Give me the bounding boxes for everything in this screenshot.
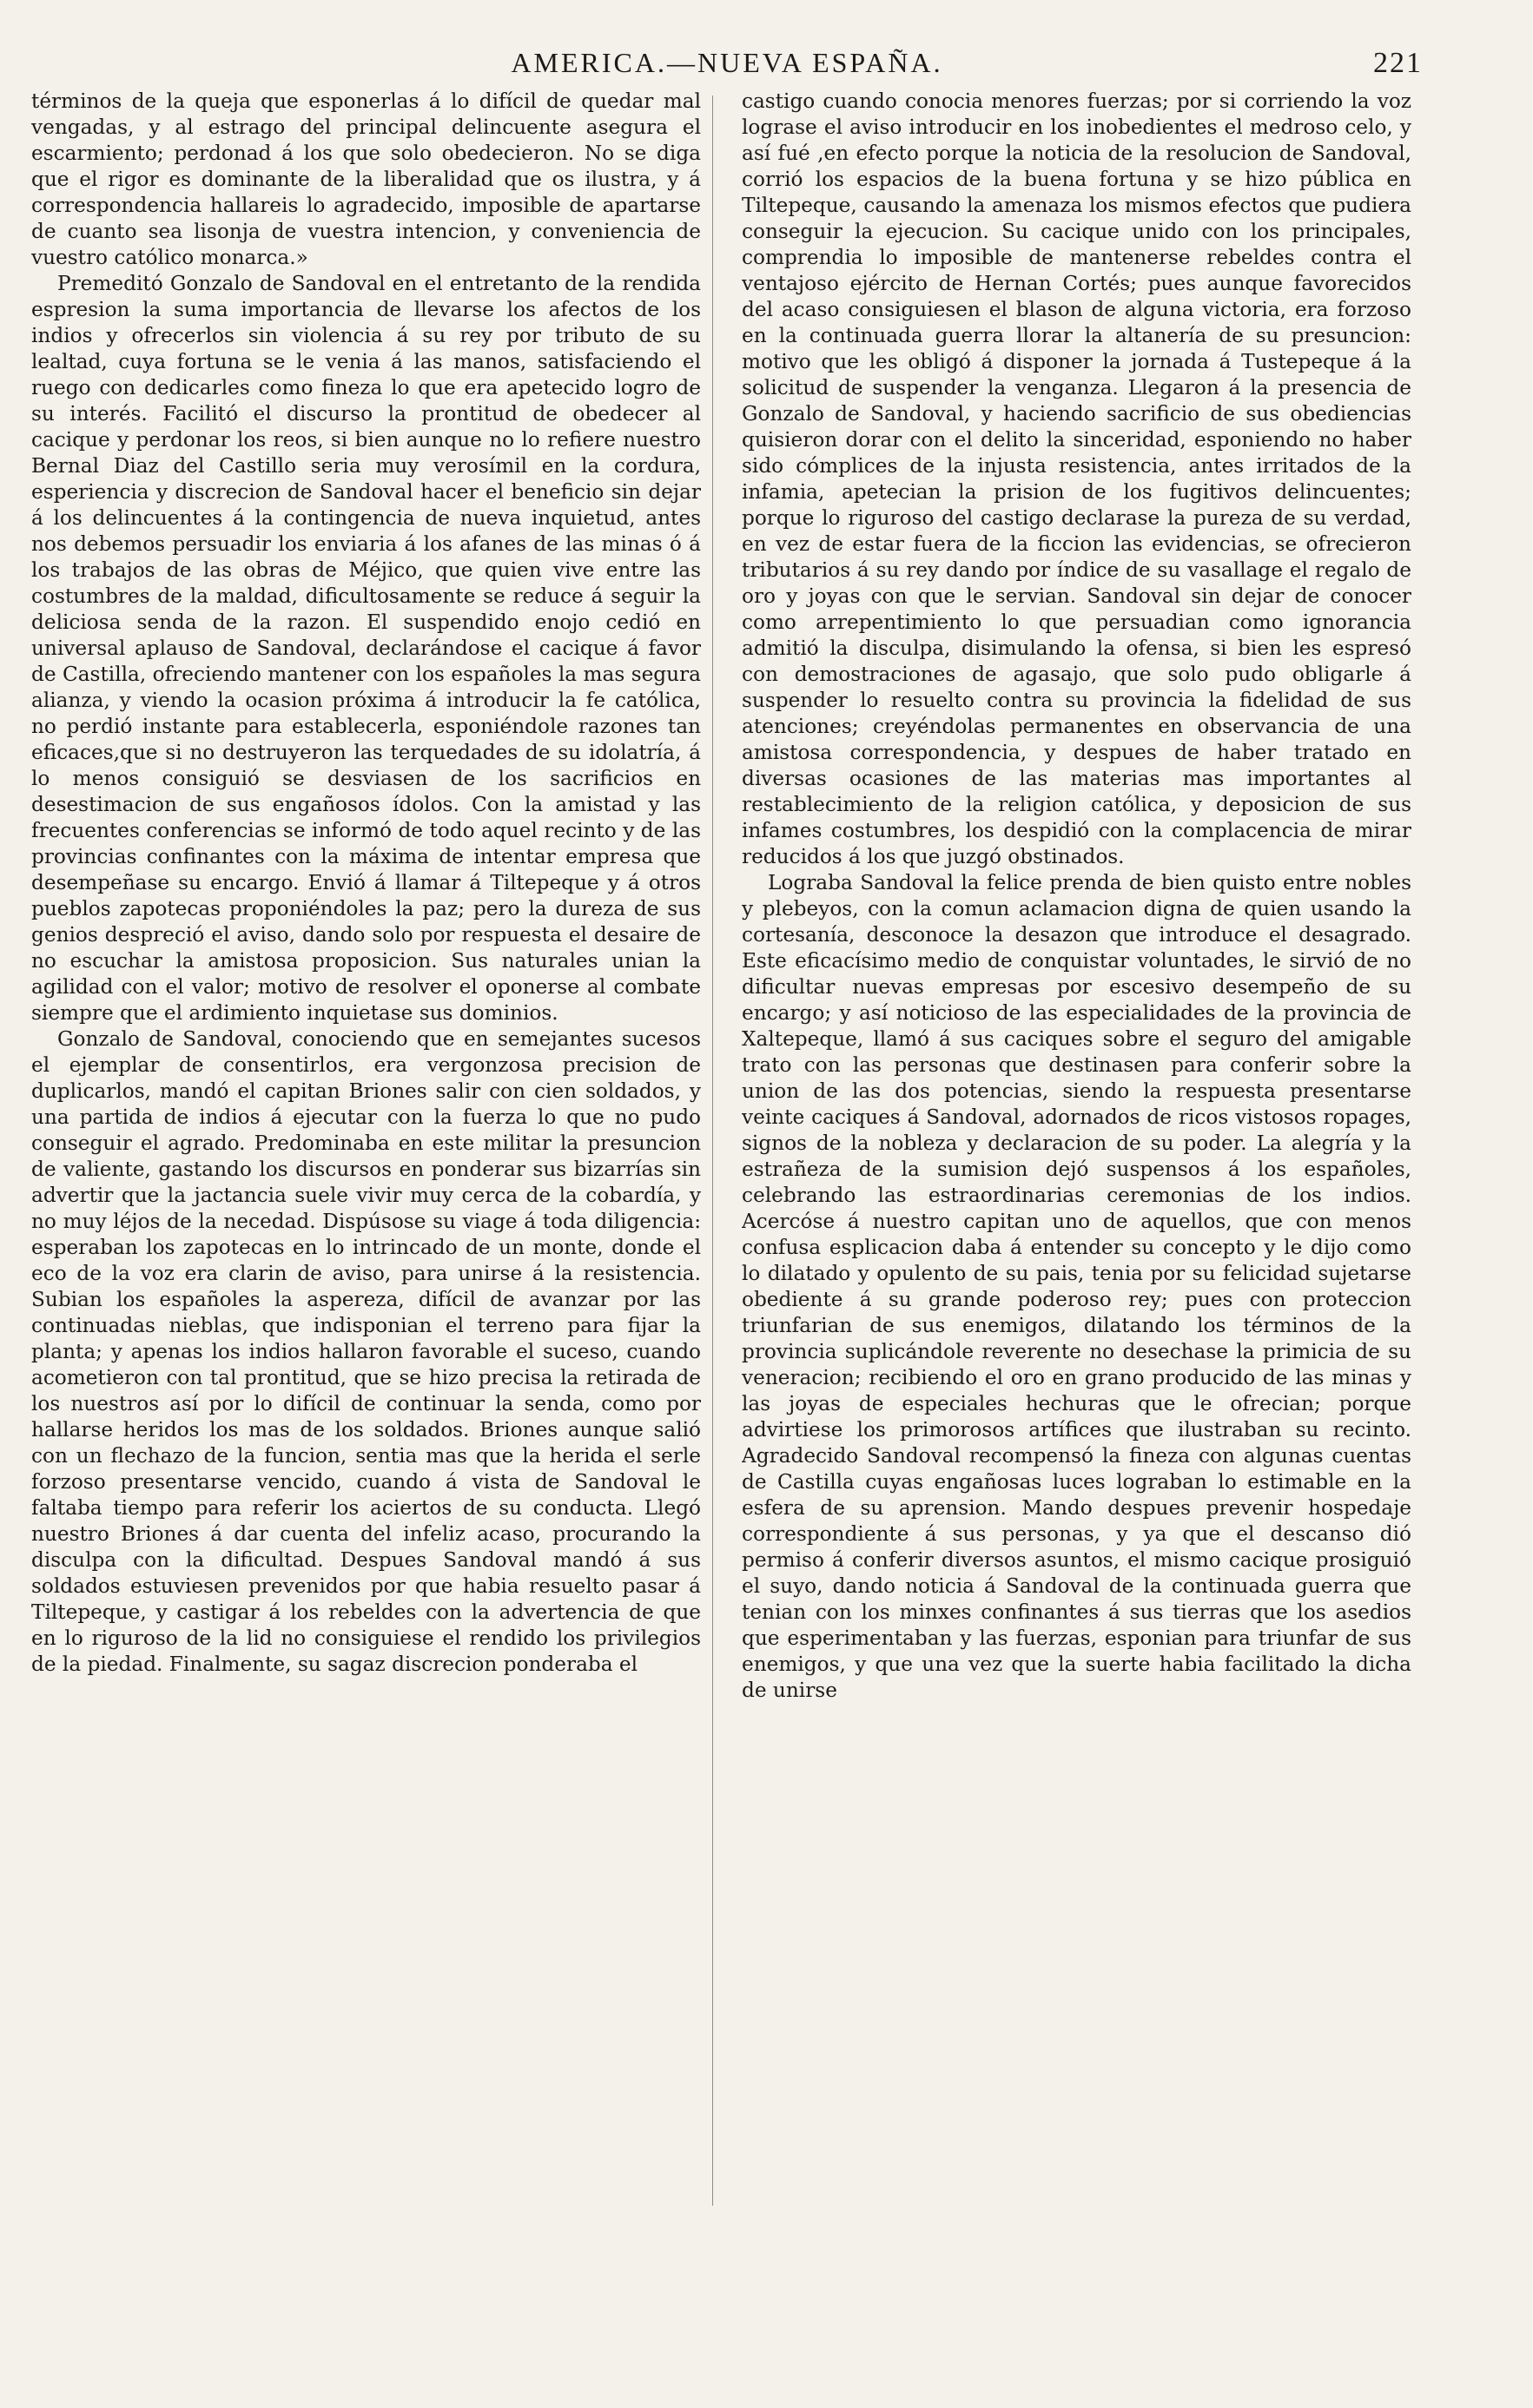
paragraph: castigo cuando conocia menores fuerzas; por si corriendo la voz lograse el aviso introducir en los inobedientes el medroso celo, y así fué ,en efecto porque la noticia de la resolucion de Sandoval, corrió los espacios de la buena fortuna y se hizo pública en Tiltepeque, causando la amenaza los mismos efectos que pudiera conseguir la ejecucion. Su cacique unido con los principales, comprendia lo imposible de mantenerse rebeldes contra el ventajoso ejército de Hernan Cortés; pues aunque favorecidos del acaso consiguiesen el blason de alguna victoria, era forzoso en la continuada guerra llorar la altanería de su presuncion: motivo que les obligó á disponer la jornada á Tustepeque á la solicitud de suspender la venganza. Llegaron á la presencia de Gonzalo de Sandoval, y haciendo sacrificio de sus obediencias quisieron dorar con el delito la sinceridad, esponiendo no haber sido cómplices de la injusta resistencia, antes irritados de la infamia, apetecian la prision de los fugitivos delincuentes; porque lo riguroso del castigo declarase la pureza de su verdad, en vez de estar fuera de la ficcion las evidencias, se ofrecieron tributarios á su rey dando por índice de su vasallage el regalo de oro y joyas con que le servian. Sandoval sin dejar de conocer como arrepentimiento lo que persuadian como ignorancia admitió la disculpa, disimulando la ofensa, si bien les espresó con demostraciones de agasajo, que solo pudo obligarle á suspender lo resuelto contra su provincia la fidelidad de sus atenciones; creyéndolas permanentes en observancia de una amistosa correspondencia, y despues de haber tratado en diversas ocasiones de las materias mas importantes al restablecimiento de la religion católica, y deposicion de sus infames costumbres, los despidió con la complacencia de mirar reducidos á los que juzgó obstinados. (742, 89, 1411, 868)
left-column (31, 89, 701, 2225)
running-head (31, 47, 1423, 82)
right-column (742, 89, 1411, 2225)
paragraph: Premeditó Gonzalo de Sandoval en el entretanto de la rendida espresion la suma importancia de llevarse los afectos de los indios y ofrecerlos sin violencia á su rey por tributo de su lealtad, cuya fortuna se le venia á las manos, satisfaciendo el ruego con dedicarles como fineza lo que era apetecido logro de su interés. Facilitó el discurso la prontitud de obedecer al cacique y perdonar los reos, si bien aunque no lo refiere nuestro Bernal Diaz del Castillo seria muy verosímil en la cordura, esperiencia y discrecion de Sandoval hacer el beneficio sin dejar á los delincuentes á la contingencia de nueva inquietud, antes nos debemos persuadir los enviaria á los afanes de las minas ó á los trabajos de las obras de Méjico, que quien vive entre las costumbres de la maldad, dificultosamente se reduce á seguir la deliciosa senda de la razon. El suspendido enojo cedió en universal aplauso de Sandoval, declarándose el cacique á favor de Castilla, ofreciendo mantener con los españoles la mas segura alianza, y viendo la ocasion próxima á introducir la fe católica, no perdió instante para establecerla, esponiéndole razones tan eficaces,que si no destruyeron las terquedades de su idolatría, á lo menos consiguió se desviasen de los sacrificios en desestimacion de sus engañosos ídolos. Con la amistad y las frecuentes conferencias se informó de todo aquel recinto y de las provincias confinantes con la máxima de intentar empresa que desempeñase su encargo. Envió á llamar á Tiltepeque y á otros pueblos zapotecas proponiéndoles la paz; pero la dureza de sus genios despreció el aviso, dando solo por respuesta el desaire de no escuchar la amistosa proposicion. Sus naturales unian la agilidad con el valor; motivo de resolver el oponerse al combate siempre que el ardimiento inquietase sus dominios. (31, 272, 701, 1025)
column-divider (712, 96, 713, 2206)
running-title: AMERICA.—NUEVA ESPAÑA. (511, 47, 943, 78)
paragraph: términos de la queja que esponerlas á lo difícil de quedar mal vengadas, y al estrago del principal delincuente asegura el escarmiento; perdonad á los que solo obedecieron. No se diga que el rigor es dominante de la liberalidad que os ilustra, y á correspondencia hallareis lo agradecido, imposible de apartarse de cuanto sea lisonja de vuestra intencion, y conveniencia de vuestro católico monarca.» (31, 89, 701, 269)
paragraph: Gonzalo de Sandoval, conociendo que en semejantes sucesos el ejemplar de consentirlos, era vergonzosa precision de duplicarlos, mandó el capitan Briones salir con cien soldados, y una partida de indios á ejecutar con la fuerza lo que no pudo conseguir el agrado. Predominaba en este militar la presuncion de valiente, gastando los discursos en ponderar sus bizarrías sin advertir que la jactancia suele vivir muy cerca de la cobardía, y no muy léjos de la necedad. Dispúsose su viage á toda diligencia: esperaban los zapotecas en lo intrincado de un monte, donde el eco de la voz era clarin de aviso, para unirse á la resistencia. Subian los españoles la aspereza, difícil de avanzar por las continuadas nieblas, que indisponian el terreno para fijar la planta; y apenas los indios hallaron favorable el suceso, cuando acometieron con tal prontitud, que se hizo precisa la retirada de los nuestros así por lo difícil de continuar la senda, como por hallarse heridos los mas de los soldados. Briones aunque salió con un flechazo de la funcion, sentia mas que la herida el serle forzoso presentarse vencido, cuando á vista de Sandoval le faltaba tiempo para referir los aciertos de su conducta. Llegó nuestro Briones á dar cuenta del infeliz acaso, procurando la disculpa con la dificultad. Despues Sandoval mandó á sus soldados estuviesen prevenidos por que habia resuelto pasar á Tiltepeque, y castigar á los rebeldes con la advertencia de que en lo riguroso de la lid no consiguiese el rendido los privilegios de la piedad. Finalmente, su sagaz discrecion ponderaba el (31, 1027, 701, 1676)
page-number: 221 (1373, 47, 1423, 79)
paragraph: Lograba Sandoval la felice prenda de bien quisto entre nobles y plebeyos, con la comun aclamacion digna de quien usando la cortesanía, desconoce la desazon que introduce el desagrado. Este eficacísimo medio de conquistar voluntades, le sirvió de no dificultar nuevas empresas por escesivo desempeño de su encargo; y así noticioso de las especialidades de la provincia de Xaltepeque, llamó á sus caciques sobre el seguro del amigable trato con las personas que destinasen para conferir sobre la union de las dos potencias, siendo la respuesta presentarse veinte caciques á Sandoval, adornados de ricos vistosos ropages, signos de la nobleza y declaracion de su poder. La alegría y la estrañeza de la sumision dejó suspensos á los españoles, celebrando las estraordinarias ceremonias de los indios. Acercóse á nuestro capitan uno de aquellos, que con menos confusa esplicacion daba á entender su concepto y le dijo como lo dilatado y opulento de su pais, tenia por su felicidad sujetarse obediente á su grande poderoso rey; pues con proteccion triunfarian de sus enemigos, dilatando los términos de la provincia suplicándole reverente no desechase la primicia de su veneracion; recibiendo el oro en grano producido de las minas y las joyas de especiales hechuras que le ofrecian; porque advirtiese los primorosos artífices que ilustraban su recinto. Agradecido Sandoval recompensó la fineza con algunas cuentas de Castilla cuyas engañosas luces lograban lo estimable en la esfera de su aprension. Mando despues prevenir hospedaje correspondiente á sus personas, y ya que el descanso dió permiso á conferir diversos asuntos, el mismo cacique prosiguió el suyo, dando noticia á Sandoval de la continuada guerra que tenian con los minxes confinantes á sus tierras que los asedios que esperimentaban y las fuerzas, esponian para triunfar de sus enemigos, y que una vez que la suerte habia facilitado la dicha de unirse (742, 871, 1411, 1702)
